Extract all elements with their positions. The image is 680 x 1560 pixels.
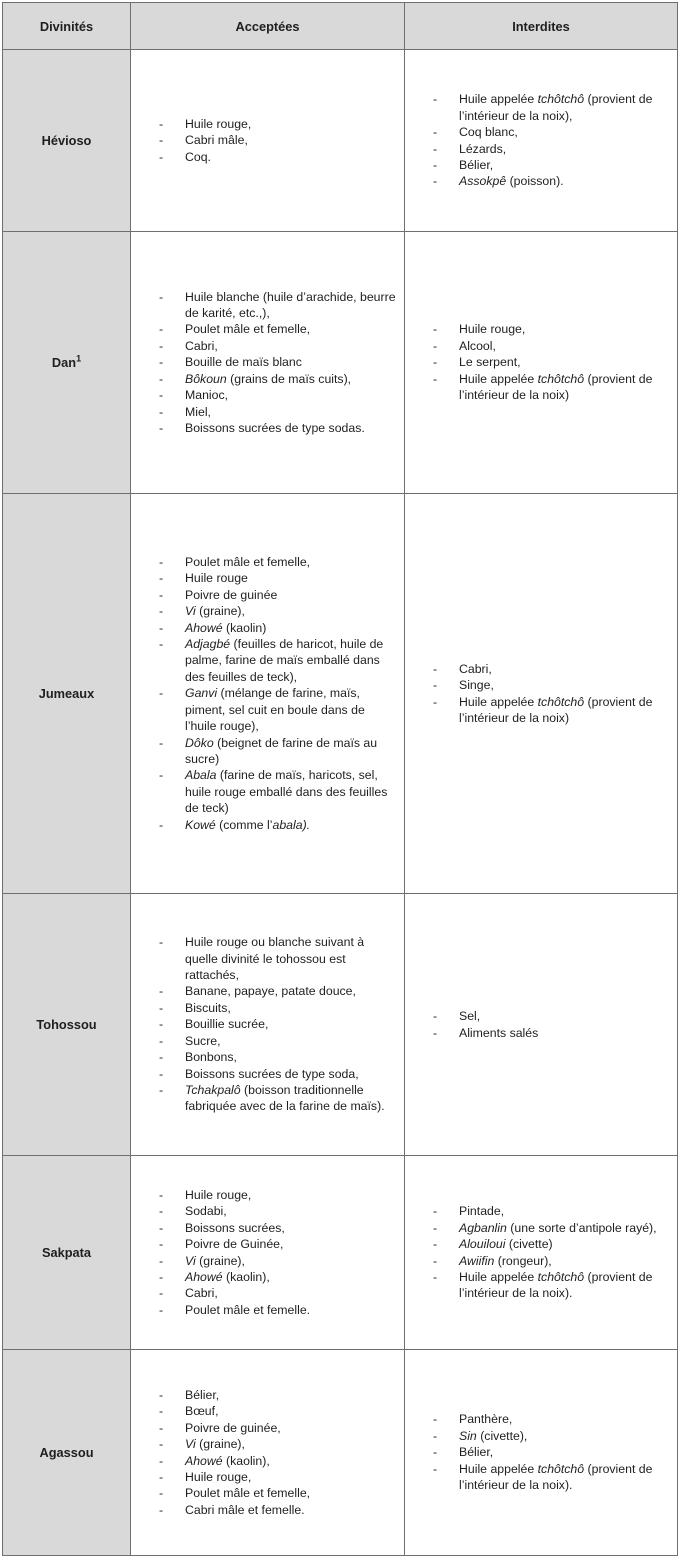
list-item [431, 157, 669, 173]
list-item [157, 554, 396, 570]
list-item [431, 1428, 669, 1444]
italic-term: Vi [185, 1437, 196, 1452]
divinite-label: Hévioso [41, 133, 92, 148]
divinite-name [3, 1350, 131, 1556]
italic-term: Bôkoun [185, 371, 227, 386]
list-item [157, 685, 396, 734]
item-text: Bouillie sucrée, [185, 1017, 269, 1032]
item-text: Huile rouge, [459, 322, 526, 337]
interdites-cell [405, 232, 678, 494]
divinite-label: Sakpata [41, 1245, 92, 1260]
item-text: Poulet mâle et femelle, [185, 1486, 311, 1501]
list-item [157, 116, 396, 132]
item-text: (provient de l’intérieur de la noix), [459, 92, 653, 123]
list-item [431, 141, 669, 157]
list-item [157, 1000, 396, 1016]
item-text: Panthère, [459, 1412, 513, 1427]
table-row [3, 894, 678, 1156]
acceptees-list [157, 934, 396, 1114]
list-item [431, 1253, 669, 1269]
interdites-list [431, 91, 669, 189]
item-text: Huile appelée [459, 1461, 538, 1476]
item-text: Coq blanc, [459, 125, 518, 140]
item-text: (civette) [505, 1237, 553, 1252]
item-text: (graine), [195, 604, 245, 619]
list-item [157, 289, 396, 322]
item-text: Boissons sucrées de type sodas. [185, 420, 365, 435]
list-item [431, 124, 669, 140]
divinite-label: Tohossou [36, 1017, 97, 1032]
item-text: Le serpent, [459, 355, 521, 370]
item-text: Boissons sucrées, [185, 1220, 285, 1235]
list-item [157, 1436, 396, 1452]
header-row [3, 3, 678, 50]
item-text: (une sorte d’antipole rayé), [506, 1220, 657, 1235]
item-text: Sucre, [185, 1033, 221, 1048]
item-text: (rongeur), [494, 1253, 552, 1268]
item-text: Huile rouge, [185, 1187, 252, 1202]
list-item [431, 1444, 669, 1460]
item-text: Bonbons, [185, 1050, 237, 1065]
item-text: Miel, [185, 404, 211, 419]
item-text: Bélier, [459, 1445, 494, 1460]
item-text: Poivre de Guinée, [185, 1237, 284, 1252]
divinite-name [3, 232, 131, 494]
italic-term: Awiifin [459, 1253, 495, 1268]
acceptees-list [157, 289, 396, 437]
list-item [157, 338, 396, 354]
item-text: (feuilles de haricot, huile de palme, farine de maïs emballé dans des feuilles de teck), [185, 637, 384, 684]
item-text: Cabri mâle, [185, 133, 248, 148]
list-item [431, 1008, 669, 1024]
item-text: Huile blanche (huile d’arachide, beurre de karité, etc.,), [185, 289, 396, 321]
list-item [157, 1082, 396, 1115]
acceptees-cell [131, 1350, 405, 1556]
list-item [157, 420, 396, 436]
item-text: Bœuf, [185, 1404, 219, 1419]
list-item [431, 91, 669, 124]
item-text: Huile appelée [459, 92, 538, 107]
footnote-marker: 1 [76, 353, 82, 364]
list-item [157, 404, 396, 420]
list-item [157, 149, 396, 165]
list-item [157, 1453, 396, 1469]
italic-term: tchôtchô [537, 1269, 585, 1284]
list-item [431, 371, 669, 404]
item-text: (comme l’ [215, 817, 273, 832]
italic-term: abala). [272, 817, 311, 832]
list-item [157, 321, 396, 337]
item-text: Huile rouge, [185, 1469, 252, 1484]
item-text: Manioc, [185, 388, 229, 403]
list-item [157, 603, 396, 619]
italic-term: Sin [459, 1428, 477, 1443]
divinite-name [3, 50, 131, 232]
list-item [431, 1236, 669, 1252]
italic-term: tchôtchô [537, 371, 585, 386]
item-text: Lézards, [459, 141, 507, 156]
italic-term: Kowé [185, 817, 216, 832]
list-item [157, 817, 396, 833]
header-divinites: Divinités [3, 3, 131, 50]
interdites-list [431, 321, 669, 403]
acceptees-list [157, 1187, 396, 1318]
item-text: Poivre de guinée [185, 587, 278, 602]
item-text: Poulet mâle et femelle, [185, 555, 311, 570]
italic-term: Ahowé [185, 1269, 223, 1284]
list-item [157, 1253, 396, 1269]
list-item [157, 371, 396, 387]
italic-term: Alouiloui [459, 1237, 506, 1252]
divinite-name [3, 894, 131, 1156]
item-text: Huile appelée [459, 1269, 538, 1284]
list-item [157, 1485, 396, 1501]
list-item [431, 338, 669, 354]
item-text: Bouille de maïs blanc [185, 355, 302, 370]
list-item [431, 694, 669, 727]
list-item [157, 570, 396, 586]
list-item [157, 1302, 396, 1318]
acceptees-cell [131, 494, 405, 894]
list-item [431, 173, 669, 189]
italic-term: Assokpê [459, 174, 507, 189]
item-text: Cabri, [185, 1286, 218, 1301]
list-item [157, 1469, 396, 1485]
italic-term: Ganvi [185, 686, 218, 701]
interdites-cell [405, 494, 678, 894]
item-text: Boissons sucrées de type soda, [185, 1066, 359, 1081]
italic-term: tchôtchô [537, 694, 585, 709]
italic-term: tchôtchô [537, 1461, 585, 1476]
item-text: (mélange de farine, maïs, piment, sel cuit en boule dans de l’huile rouge), [185, 686, 365, 734]
item-text: Coq. [185, 149, 211, 164]
item-text: (provient de l’intérieur de la noix). [459, 1269, 653, 1301]
list-item [157, 620, 396, 636]
list-item [157, 1269, 396, 1285]
item-text: (kaolin), [222, 1453, 270, 1468]
acceptees-cell [131, 232, 405, 494]
list-item [431, 1220, 669, 1236]
interdites-cell [405, 1350, 678, 1556]
divinite-label: Agassou [39, 1445, 94, 1460]
item-text: Huile rouge [185, 571, 248, 586]
item-text: Singe, [459, 678, 494, 693]
italic-term: Abala [185, 768, 217, 783]
item-text: Sel, [459, 1009, 481, 1024]
item-text: (farine de maïs, haricots, sel, huile rouge emballé dans des feuilles de teck) [185, 768, 388, 816]
italic-term: Agbanlin [459, 1220, 507, 1235]
table-row [3, 50, 678, 232]
interdites-list [431, 661, 669, 727]
list-item [431, 1411, 669, 1427]
divinite-label: Dan [51, 355, 77, 370]
table-row [3, 494, 678, 894]
item-text: Cabri, [459, 661, 492, 676]
list-item [157, 983, 396, 999]
list-item [157, 934, 396, 983]
item-text: (civette), [476, 1428, 528, 1443]
interdites-list [431, 1203, 669, 1301]
item-text: Bélier, [185, 1387, 220, 1402]
header-interdites: Interdites [405, 3, 678, 50]
divinite-name [3, 1156, 131, 1350]
table-body [3, 50, 678, 1556]
item-text: (graine), [195, 1253, 245, 1268]
item-text: Poulet mâle et femelle, [185, 322, 311, 337]
item-text: (provient de l’intérieur de la noix). [459, 1461, 653, 1493]
interdites-list [431, 1411, 669, 1493]
item-text: (grains de maïs cuits), [226, 371, 352, 386]
list-item [157, 1033, 396, 1049]
list-item [157, 1236, 396, 1252]
italic-term: Vi [185, 604, 196, 619]
list-item [431, 354, 669, 370]
list-item [157, 1285, 396, 1301]
list-item [431, 661, 669, 677]
divinite-label: Jumeaux [38, 686, 95, 701]
item-text: Huile appelée [459, 694, 538, 709]
table-row [3, 1350, 678, 1556]
italic-term: Ahowé [185, 1453, 223, 1468]
item-text: Pintade, [459, 1204, 505, 1219]
list-item [157, 1066, 396, 1082]
item-text: (boisson traditionnelle fabriquée avec de la farine de maïs). [185, 1082, 385, 1114]
item-text: (kaolin), [222, 1269, 270, 1284]
list-item [157, 1403, 396, 1419]
item-text: (beignet de farine de maïs au sucre) [185, 735, 378, 766]
header-acceptees: Acceptées [131, 3, 405, 50]
list-item [157, 735, 396, 768]
interdites-cell [405, 1156, 678, 1350]
italic-term: Ahowé [185, 620, 223, 635]
item-text: (poisson). [506, 174, 564, 189]
divinite-name [3, 494, 131, 894]
italic-term: Dôko [185, 735, 214, 750]
list-item [157, 354, 396, 370]
item-text: Huile appelée [459, 371, 538, 386]
item-text: Poivre de guinée, [185, 1420, 281, 1435]
acceptees-cell [131, 50, 405, 232]
list-item [431, 677, 669, 693]
list-item [157, 1220, 396, 1236]
list-item [157, 767, 396, 816]
list-item [431, 1025, 669, 1041]
item-text: Poulet mâle et femelle. [185, 1302, 311, 1317]
acceptees-list [157, 554, 396, 833]
item-text: Alcool, [459, 338, 496, 353]
interdites-list [431, 1008, 669, 1041]
item-text: Sodabi, [185, 1204, 227, 1219]
divinites-table [2, 2, 678, 1556]
list-item [157, 587, 396, 603]
list-item [157, 387, 396, 403]
item-text: Banane, papaye, patate douce, [185, 984, 356, 999]
item-text: (provient de l’intérieur de la noix) [459, 694, 653, 725]
acceptees-cell [131, 894, 405, 1156]
italic-term: Vi [185, 1253, 196, 1268]
item-text: Huile rouge, [185, 116, 252, 131]
interdites-cell [405, 50, 678, 232]
italic-term: tchôtchô [537, 92, 585, 107]
item-text: Cabri mâle et femelle. [185, 1502, 305, 1517]
item-text: (graine), [195, 1437, 245, 1452]
acceptees-list [157, 1387, 396, 1518]
list-item [431, 1269, 669, 1302]
list-item [157, 1420, 396, 1436]
list-item [431, 1203, 669, 1219]
list-item [157, 1049, 396, 1065]
list-item [157, 636, 396, 685]
list-item [157, 1203, 396, 1219]
italic-term: Adjagbé [185, 637, 231, 652]
item-text: Bélier, [459, 157, 494, 172]
list-item [431, 1461, 669, 1494]
acceptees-cell [131, 1156, 405, 1350]
list-item [157, 1502, 396, 1518]
italic-term: Tchakpalô [185, 1082, 241, 1097]
list-item [431, 321, 669, 337]
list-item [157, 1016, 396, 1032]
list-item [157, 1187, 396, 1203]
item-text: Aliments salés [459, 1025, 539, 1040]
item-text: (kaolin) [222, 620, 267, 635]
interdites-cell [405, 894, 678, 1156]
table-row [3, 232, 678, 494]
item-text: (provient de l’intérieur de la noix) [459, 371, 653, 403]
list-item [157, 132, 396, 148]
item-text: Biscuits, [185, 1000, 231, 1015]
list-item [157, 1387, 396, 1403]
table-row [3, 1156, 678, 1350]
item-text: Cabri, [185, 338, 218, 353]
item-text: Huile rouge ou blanche suivant à quelle divinité le tohossou est rattachés, [185, 935, 365, 983]
acceptees-list [157, 116, 396, 165]
